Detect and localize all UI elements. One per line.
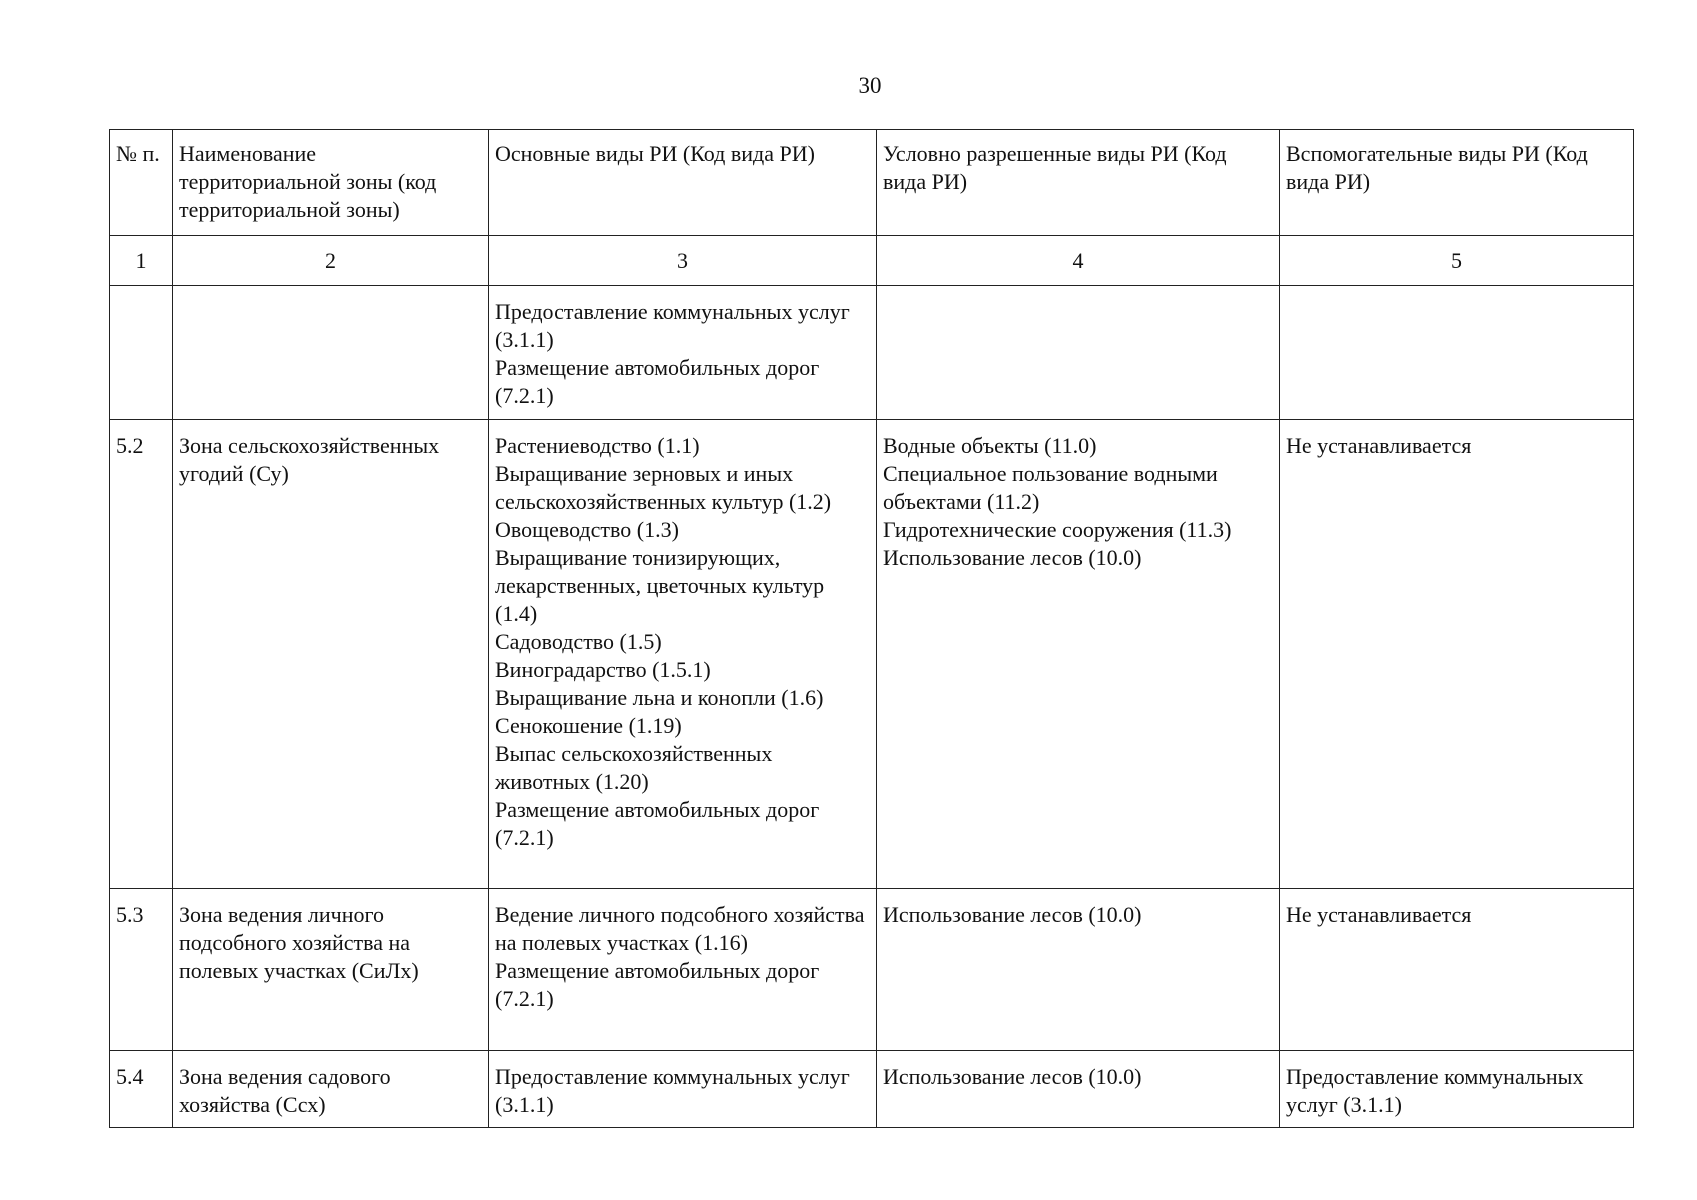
table-row (110, 420, 1634, 889)
conditional-use-item: Использование лесов (10.0) (883, 1064, 1142, 1089)
row-number-cell (110, 286, 173, 420)
auxiliary-uses-cell (1280, 889, 1634, 1051)
column-numbers-row (110, 236, 1634, 286)
conditional-use-item: Водные объекты (11.0) (883, 433, 1097, 458)
header-cell-zone: Наименование территориальной зоны (код территориальной зоны) (173, 130, 489, 236)
main-use-item: Предоставление коммунальных услуг (3.1.1) (495, 299, 850, 352)
header-row (110, 130, 1634, 236)
header-cell-conditional: Условно разрешенные виды РИ (Код вида РИ) (877, 130, 1280, 236)
auxiliary-uses-cell (1280, 286, 1634, 420)
row-number-cell: 5.2 (110, 420, 173, 889)
table-row (110, 1051, 1634, 1128)
land-use-table (109, 129, 1634, 1128)
conditional-use-item: Использование лесов (10.0) (883, 545, 1142, 570)
main-use-item: Сенокошение (1.19) (495, 713, 682, 738)
main-use-item: Виноградарство (1.5.1) (495, 657, 711, 682)
row-number-cell: 5.4 (110, 1051, 173, 1128)
header-cell-auxiliary: Вспомогательные виды РИ (Код вида РИ) (1280, 130, 1634, 236)
main-use-item: Выращивание тонизирующих, лекарственных, цветочных культур (1.4) (495, 545, 825, 626)
main-use-item: Выпас сельскохозяйственных животных (1.20) (495, 741, 773, 794)
main-use-item: Предоставление коммунальных услуг (3.1.1) (495, 1064, 850, 1117)
column-number: 4 (877, 236, 1280, 286)
table-row (110, 889, 1634, 1051)
main-uses-cell (489, 1051, 877, 1128)
conditional-use-item: Гидротехнические сооружения (11.3) (883, 517, 1232, 542)
main-use-item: Садоводство (1.5) (495, 629, 662, 654)
auxiliary-use-item: Предоставление коммунальных услуг (3.1.1) (1286, 1064, 1584, 1117)
page-number: 30 (858, 73, 882, 98)
auxiliary-uses-cell (1280, 420, 1634, 889)
auxiliary-use-item: Не устанавливается (1286, 433, 1472, 458)
zone-cell: Зона сельскохозяйственных угодий (Су) (173, 420, 489, 889)
main-uses-cell (489, 420, 877, 889)
column-number: 5 (1280, 236, 1634, 286)
conditional-use-item: Использование лесов (10.0) (883, 902, 1142, 927)
row-number-cell: 5.3 (110, 889, 173, 1051)
main-use-item: Размещение автомобильных дорог (7.2.1) (495, 797, 820, 850)
conditional-uses-cell (877, 420, 1280, 889)
column-number: 3 (489, 236, 877, 286)
conditional-uses-cell (877, 1051, 1280, 1128)
auxiliary-use-item: Не устанавливается (1286, 902, 1472, 927)
conditional-uses-cell (877, 286, 1280, 420)
column-number: 2 (173, 236, 489, 286)
zone-cell: Зона ведения садового хозяйства (Ссх) (173, 1051, 489, 1128)
header-cell-main: Основные виды РИ (Код вида РИ) (489, 130, 877, 236)
main-use-item: Ведение личного подсобного хозяйства на полевых участках (1.16) (495, 902, 865, 955)
table-row-continuation (110, 286, 1634, 420)
main-uses-cell (489, 889, 877, 1051)
main-uses-cell (489, 286, 877, 420)
zone-cell (173, 286, 489, 420)
main-use-item: Размещение автомобильных дорог (7.2.1) (495, 355, 820, 408)
main-use-item: Овощеводство (1.3) (495, 517, 679, 542)
auxiliary-uses-cell (1280, 1051, 1634, 1128)
header-cell-number: № п. (110, 130, 173, 236)
conditional-use-item: Специальное пользование водными объектами (11.2) (883, 461, 1218, 514)
conditional-uses-cell (877, 889, 1280, 1051)
main-use-item: Выращивание зерновых и иных сельскохозяйственных культур (1.2) (495, 461, 832, 514)
zone-cell: Зона ведения личного подсобного хозяйства на полевых участках (СиЛх) (173, 889, 489, 1051)
main-use-item: Растениеводство (1.1) (495, 433, 700, 458)
column-number: 1 (110, 236, 173, 286)
main-use-item: Размещение автомобильных дорог (7.2.1) (495, 958, 820, 1011)
main-use-item: Выращивание льна и конопли (1.6) (495, 685, 824, 710)
